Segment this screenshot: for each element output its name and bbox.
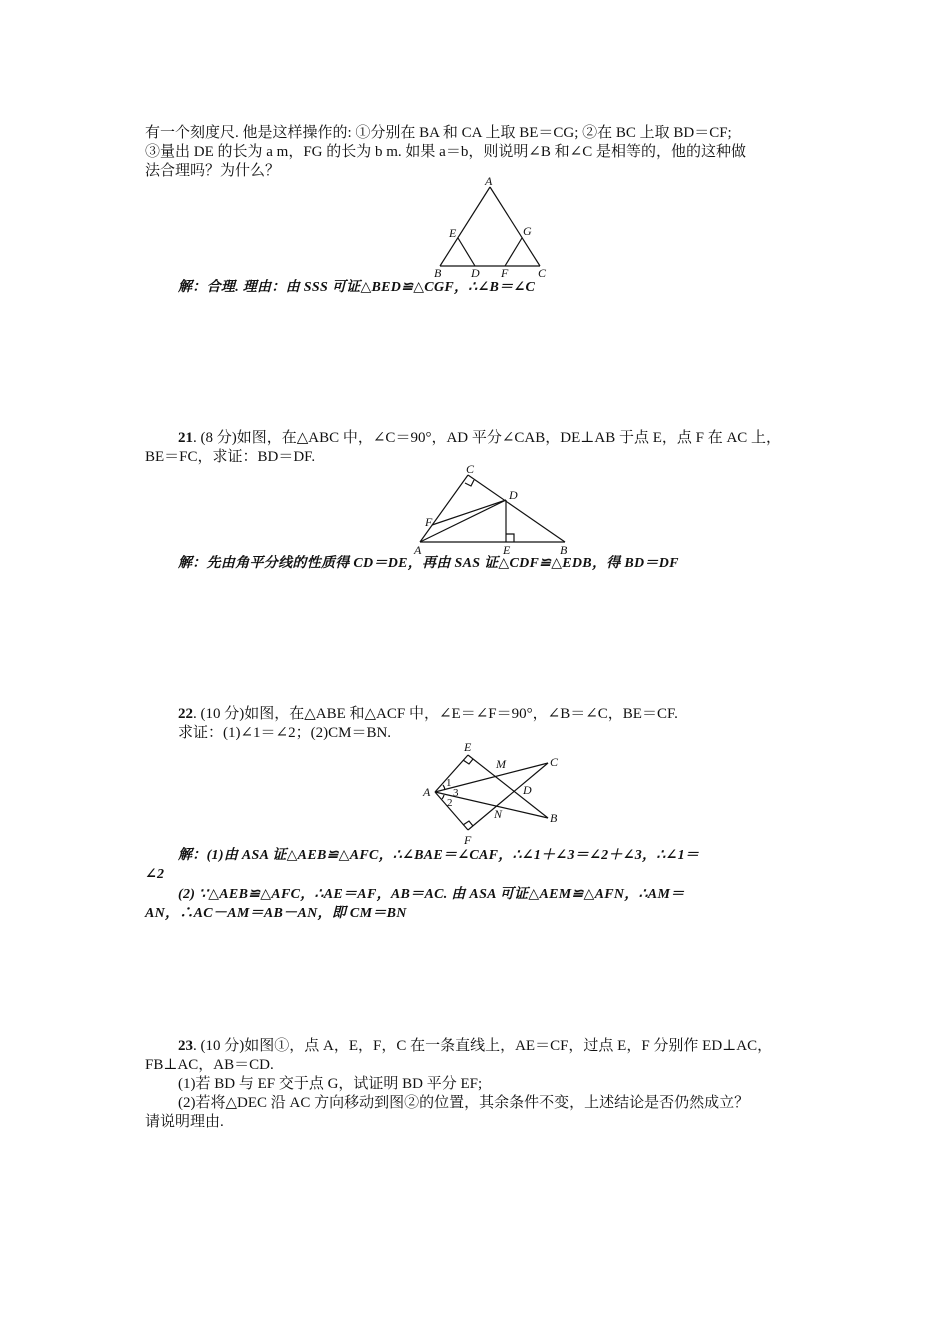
q22-text-line2: 求证：(1)∠1＝∠2；(2)CM＝BN. [178, 725, 392, 741]
q22-label-E: E [464, 740, 472, 754]
q23-text-line4: (2)若将△DEC 沿 AC 方向移动到图②的位置，其余条件不变，上述结论是否仍然成立？ [178, 1095, 750, 1111]
q22-figure [420, 738, 570, 848]
q22-label-B: B [550, 811, 558, 825]
q20-label-A: A [485, 175, 493, 188]
q21-text-line1-body: . (8 分)如图，在△ABC 中，∠C＝90°，AD 平分∠CAB，DE⊥AB 于点 E，点 F 在 AC 上， [193, 430, 782, 446]
q21-figure [410, 462, 580, 558]
q22-answer-2a: (2) ∵△AEB≌△AFC，∴AE＝AF，AB＝AC. 由 ASA 可证△AEM≌△AFN，∴AM＝ [178, 887, 685, 902]
q22-label-N: N [494, 807, 503, 821]
q20-text-line1: 有一个刻度尺. 他是这样操作的: ①分别在 BA 和 CA 上取 BE＝CG; ②在 BC 上取 BD＝CF; [145, 125, 732, 141]
q21-label-E: E [503, 543, 511, 557]
q20-label-B: B [434, 266, 442, 280]
q22-number: 22 [178, 706, 193, 722]
q20-label-D: D [471, 266, 480, 280]
q23-text-line1-body: . (10 分)如图①，点 A，E，F，C 在一条直线上，AE＝CF，过点 E，F 分别作 ED⊥AC， [193, 1038, 773, 1054]
q23-text-line5: 请说明理由. [145, 1114, 224, 1130]
q20-label-F: F [501, 266, 509, 280]
q22-text-line1 [178, 705, 678, 723]
q22-label-C: C [550, 755, 559, 769]
q21-answer: 解：先由角平分线的性质得 CD＝DE，再由 SAS 证△CDF≌△EDB，得 BD＝DF [178, 556, 679, 571]
q23-text-line3: (1)若 BD 与 EF 交于点 G，试证明 BD 平分 EF; [178, 1076, 483, 1092]
q20-answer: 解：合理. 理由：由 SSS 可证△BED≌△CGF，∴∠B＝∠C [178, 280, 536, 295]
q21-label-F: F [425, 515, 433, 529]
q22-angle-1: 1 [446, 777, 452, 789]
q21-text-line2: BE＝FC，求证：BD＝DF. [145, 449, 316, 465]
q22-answer-2b: AN，∴AC－AM＝AB－AN，即 CM＝BN [145, 906, 407, 921]
q22-angle-3: 3 [453, 787, 459, 799]
q21-text-line1 [178, 429, 781, 447]
q22-text-line1-body: . (10 分)如图，在△ABE 和△ACF 中，∠E＝∠F＝90°，∠B＝∠C，BE＝CF. [193, 706, 678, 722]
q21-label-A: A [414, 543, 422, 557]
q21-label-C: C [466, 462, 475, 476]
q20-text-line3: 法合理吗？为什么？ [145, 163, 281, 179]
q22-angle-2: 2 [447, 797, 453, 809]
q23-text-line2: FB⊥AC，AB＝CD. [145, 1057, 274, 1073]
q22-label-M: M [496, 757, 506, 771]
q20-figure [425, 175, 565, 280]
q21-label-B: B [560, 543, 568, 557]
q20-text-line2: ③量出 DE 的长为 a m，FG 的长为 b m. 如果 a＝b，则说明∠B 和∠C 是相等的，他的这种做 [145, 144, 746, 160]
q21-label-D: D [509, 488, 518, 502]
q20-label-G: G [523, 224, 532, 238]
q22-label-F: F [464, 833, 472, 847]
q23-text-line1 [178, 1037, 772, 1055]
q20-label-E: E [449, 226, 457, 240]
q22-answer-1a: 解：(1)由 ASA 证△AEB≌△AFC，∴∠BAE＝∠CAF，∴∠1＋∠3＝∠2＋∠3，∴∠1＝ [178, 848, 700, 863]
q21-number: 21 [178, 430, 193, 446]
q22-label-D: D [523, 783, 532, 797]
q22-label-A: A [423, 785, 431, 799]
q22-answer-1b: ∠2 [145, 867, 165, 882]
q20-label-C: C [538, 266, 547, 280]
q23-number: 23 [178, 1038, 193, 1054]
